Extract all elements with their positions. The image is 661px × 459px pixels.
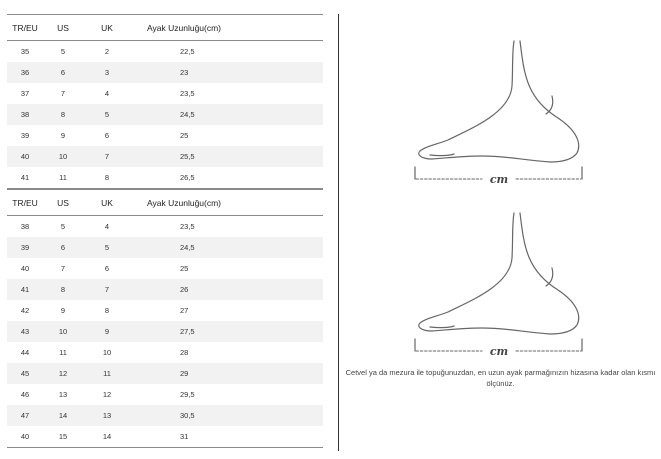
uk-cell: 14 [83, 426, 131, 448]
table-row [7, 300, 323, 321]
us-cell: 8 [43, 279, 83, 300]
tr-eu-cell: 41 [7, 279, 43, 300]
table-header-row [7, 190, 323, 216]
us-cell: 8 [43, 104, 83, 125]
tr-eu-cell: 36 [7, 62, 43, 83]
size-table-2 [7, 189, 323, 448]
uk-cell: 5 [83, 237, 131, 258]
table-row [7, 384, 323, 405]
size-table-1 [7, 14, 323, 189]
us-cell: 9 [60, 131, 66, 140]
table-row [7, 167, 323, 189]
foot-length-cell: 26 [131, 279, 323, 300]
size-tables [7, 14, 323, 448]
tr-eu-cell: 43 [7, 321, 43, 342]
header-us: US [43, 15, 83, 41]
foot-length-cell: 28 [180, 348, 189, 357]
table-row [7, 237, 323, 258]
tr-eu-cell: 45 [7, 363, 43, 384]
tr-eu-cell: 40 [7, 426, 43, 448]
table-row [7, 342, 323, 363]
uk-cell: 2 [104, 47, 110, 56]
table-row [7, 405, 323, 426]
uk-cell: 9 [83, 321, 131, 342]
table-row [7, 426, 323, 448]
uk-cell: 12 [102, 390, 112, 399]
uk-cell: 8 [83, 167, 131, 189]
tr-eu-cell: 37 [20, 89, 30, 98]
us-cell: 11 [59, 348, 67, 357]
table-row [7, 41, 323, 63]
table-row [7, 125, 323, 146]
header-foot-length: Ayak Uzunluğu(cm) [131, 15, 323, 41]
foot-length-cell: 29 [131, 363, 323, 384]
foot-length-cell: 22,5 [180, 47, 195, 56]
foot-length-cell: 23,5 [180, 89, 195, 98]
uk-cell: 7 [83, 146, 131, 167]
header-tr-eu: TR/EU [7, 190, 43, 216]
foot-length-cell: 26,5 [131, 167, 323, 189]
tr-eu-cell: 38 [20, 222, 30, 231]
header-foot-length: Ayak Uzunluğu(cm) [131, 190, 323, 216]
foot-length-cell: 30,5 [131, 405, 323, 426]
uk-cell: 10 [102, 348, 112, 357]
foot-length-cell: 31 [131, 426, 323, 448]
us-cell: 11 [43, 167, 83, 189]
foot-length-cell: 24,5 [131, 104, 323, 125]
measurement-instructions: Cetvel ya da mezura ile topuğunuzdan, en uzun ayak parmağınızın hizasına kadar olan kısmı ölçünüz. [345, 368, 656, 388]
us-cell: 15 [43, 426, 83, 448]
foot-length-cell: 23,5 [180, 222, 195, 231]
uk-cell: 4 [104, 89, 110, 98]
tr-eu-cell: 44 [20, 348, 30, 357]
us-cell: 14 [43, 405, 83, 426]
table-row [7, 321, 323, 342]
table-row [7, 146, 323, 167]
uk-cell: 3 [83, 62, 131, 83]
foot-length-cell: 25 [180, 264, 189, 273]
header-tr-eu: TR/EU [7, 15, 43, 41]
table-row [7, 62, 323, 83]
table-header-row [7, 15, 323, 41]
uk-cell: 6 [104, 131, 110, 140]
foot-length-cell: 25,5 [131, 146, 323, 167]
tr-eu-cell: 39 [7, 237, 43, 258]
foot-length-cell: 24,5 [131, 237, 323, 258]
tr-eu-cell: 41 [7, 167, 43, 189]
table-row [7, 216, 323, 238]
uk-cell: 13 [83, 405, 131, 426]
foot-length-cell: 27 [180, 306, 189, 315]
foot-length-cell: 25 [180, 131, 189, 140]
us-cell: 10 [43, 146, 83, 167]
vertical-divider [338, 14, 339, 451]
us-cell: 6 [43, 237, 83, 258]
table-row [7, 258, 323, 279]
uk-cell: 8 [104, 306, 110, 315]
unit-label: cm [489, 345, 509, 358]
tr-eu-cell: 39 [20, 131, 30, 140]
foot-measure-diagram-2 [412, 210, 592, 360]
foot-measure-icon [412, 38, 592, 188]
us-cell: 7 [60, 264, 66, 273]
table-row [7, 279, 323, 300]
us-cell: 13 [58, 390, 68, 399]
tr-eu-cell: 42 [20, 306, 30, 315]
uk-cell: 11 [83, 363, 131, 384]
unit-label: cm [489, 173, 509, 186]
us-cell: 5 [60, 222, 66, 231]
foot-length-cell: 27,5 [131, 321, 323, 342]
tr-eu-cell: 46 [20, 390, 30, 399]
uk-cell: 6 [104, 264, 110, 273]
header-uk: UK [83, 190, 131, 216]
table-row [7, 363, 323, 384]
us-cell: 5 [60, 47, 66, 56]
foot-measure-icon [412, 210, 592, 360]
us-cell: 12 [43, 363, 83, 384]
header-us: US [43, 190, 83, 216]
us-cell: 10 [43, 321, 83, 342]
table-row [7, 104, 323, 125]
us-cell: 6 [43, 62, 83, 83]
uk-cell: 5 [83, 104, 131, 125]
foot-length-cell: 29,5 [180, 390, 195, 399]
header-uk: UK [83, 15, 131, 41]
foot-length-cell: 23 [131, 62, 323, 83]
tr-eu-cell: 47 [7, 405, 43, 426]
tr-eu-cell: 38 [7, 104, 43, 125]
uk-cell: 4 [104, 222, 110, 231]
tr-eu-cell: 35 [20, 47, 30, 56]
uk-cell: 7 [83, 279, 131, 300]
foot-measure-diagram-1 [412, 38, 592, 188]
us-cell: 9 [60, 306, 66, 315]
tr-eu-cell: 40 [7, 146, 43, 167]
us-cell: 7 [60, 89, 66, 98]
table-row [7, 83, 323, 104]
tr-eu-cell: 40 [20, 264, 30, 273]
